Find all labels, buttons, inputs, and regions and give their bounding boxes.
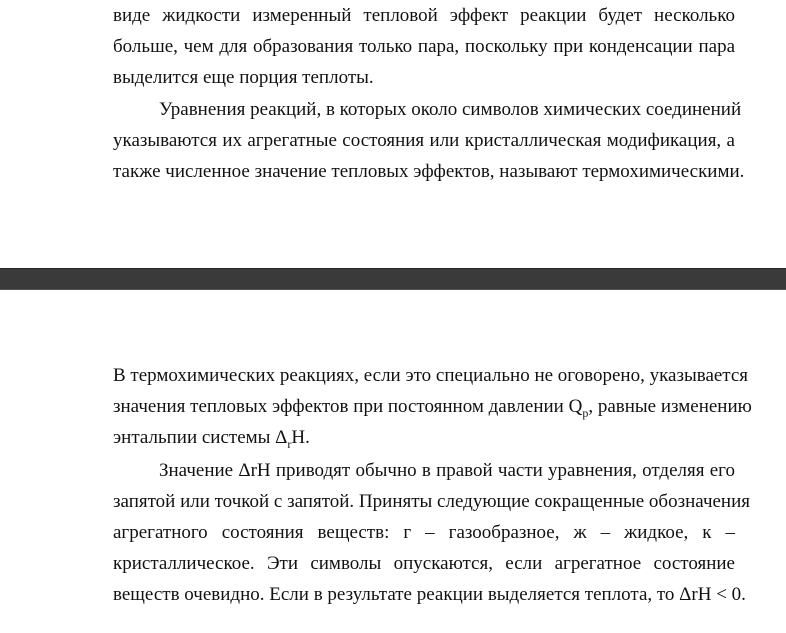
text-line: запятой или точкой с запятой. Приняты следующие сокращенные обозначения — [113, 491, 751, 512]
text-segment: энтальпии системы Δ — [113, 427, 288, 448]
text-line: выделится еще порция теплоты. — [113, 67, 374, 88]
paragraph-heat-effects — [113, 360, 752, 453]
document-page-top — [0, 0, 786, 268]
paragraph-thermochemical-definition — [113, 94, 745, 187]
paragraph-continuation — [113, 0, 735, 93]
text-line — [113, 455, 735, 486]
paragraph-aggregate-states — [113, 455, 751, 610]
page-divider — [0, 268, 786, 290]
text-line: больше, чем для образования только пара, поскольку при конденсации пара — [113, 36, 735, 57]
text-line-content: Уравнения реакций, в которых около символов химических соединений — [159, 99, 742, 120]
text-line — [113, 422, 735, 453]
text-line-content: Значение ΔrH приводят обычно в правой части уравнения, отделяя его — [159, 460, 735, 481]
text-line: также численное значение тепловых эффектов, называют термохимическими. — [113, 161, 745, 182]
text-line — [113, 94, 742, 125]
text-segment: , равные изменению — [588, 396, 752, 417]
subscript: p — [582, 405, 589, 420]
text-line: В термохимических реакциях, если это специально не оговорено, указывается — [113, 365, 749, 386]
text-line: веществ очевидно. Если в результате реакции выделяется теплота, то ΔrH < 0. — [113, 584, 746, 605]
subscript: r — [287, 436, 292, 451]
text-line: виде жидкости измеренный тепловой эффект реакции будет несколько — [113, 5, 735, 26]
text-line: указываются их агрегатные состояния или кристаллическая модификация, а — [113, 130, 735, 151]
document-page-bottom — [0, 290, 786, 633]
text-line — [113, 391, 752, 422]
text-segment: значения тепловых эффектов при постоянном давлении Q — [113, 396, 583, 417]
text-segment: H. — [291, 427, 310, 448]
text-line: кристаллическое. Эти символы опускаются, если агрегатное состояние — [113, 553, 735, 574]
text-line: агрегатного состояния веществ: г – газообразное, ж – жидкое, к – — [113, 522, 735, 543]
